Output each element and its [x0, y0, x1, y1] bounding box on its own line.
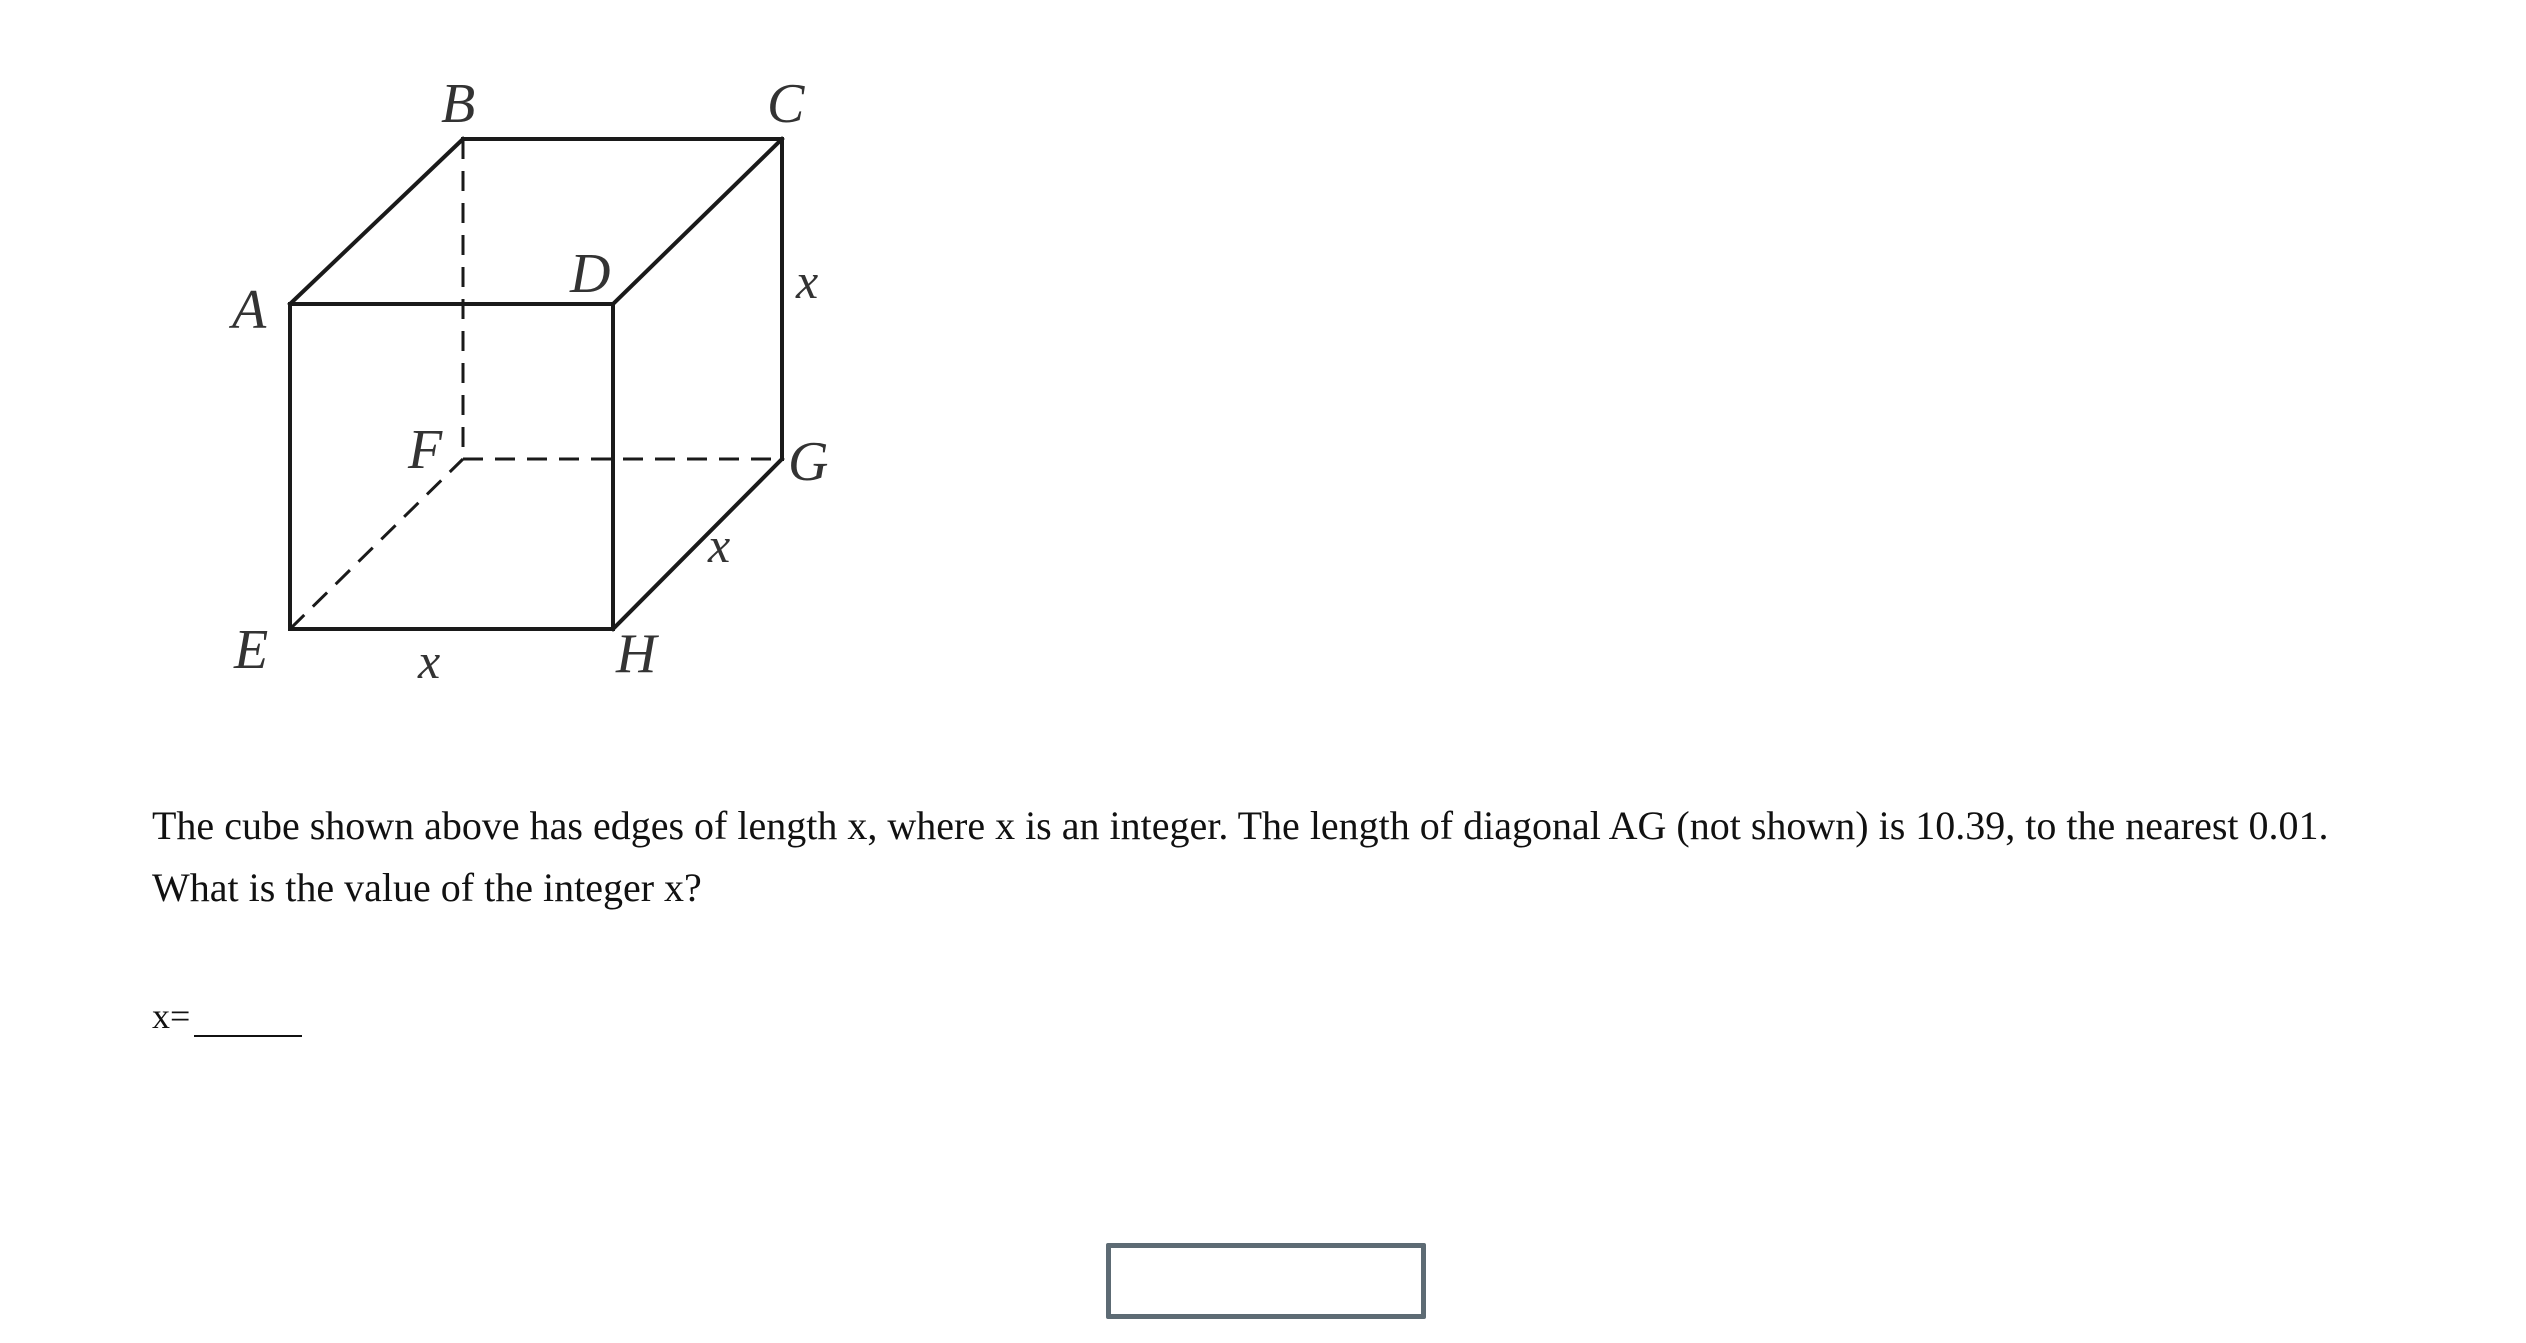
- edge-label-bottom: x: [418, 633, 441, 689]
- answer-prefix: x=: [152, 996, 191, 1036]
- vertex-label-e: E: [234, 619, 269, 681]
- edge-cd: [613, 139, 782, 304]
- cube-figure: [200, 60, 880, 700]
- vertex-label-f: F: [408, 419, 443, 481]
- vertex-label-h: H: [616, 623, 657, 685]
- answer-input[interactable]: [1106, 1243, 1426, 1319]
- vertex-label-a: A: [232, 279, 267, 341]
- edge-gh: [613, 459, 782, 629]
- answer-blank: [194, 999, 302, 1037]
- edge-label-height: x: [796, 253, 819, 309]
- vertex-label-g: G: [788, 431, 829, 493]
- vertex-label-b: B: [441, 73, 476, 135]
- edge-ab: [290, 139, 463, 304]
- answer-prompt: [152, 995, 302, 1037]
- question-text: The cube shown above has edges of length x, where x is an integer. The length of diagonal AG (not shown) is 10.39, to the nearest 0.01. What is the value of the integer x?: [152, 803, 2329, 910]
- edge-label-depth: x: [708, 517, 731, 573]
- hidden-edge-ef: [290, 459, 463, 629]
- vertex-label-d: D: [570, 243, 611, 305]
- vertex-label-c: C: [767, 73, 805, 135]
